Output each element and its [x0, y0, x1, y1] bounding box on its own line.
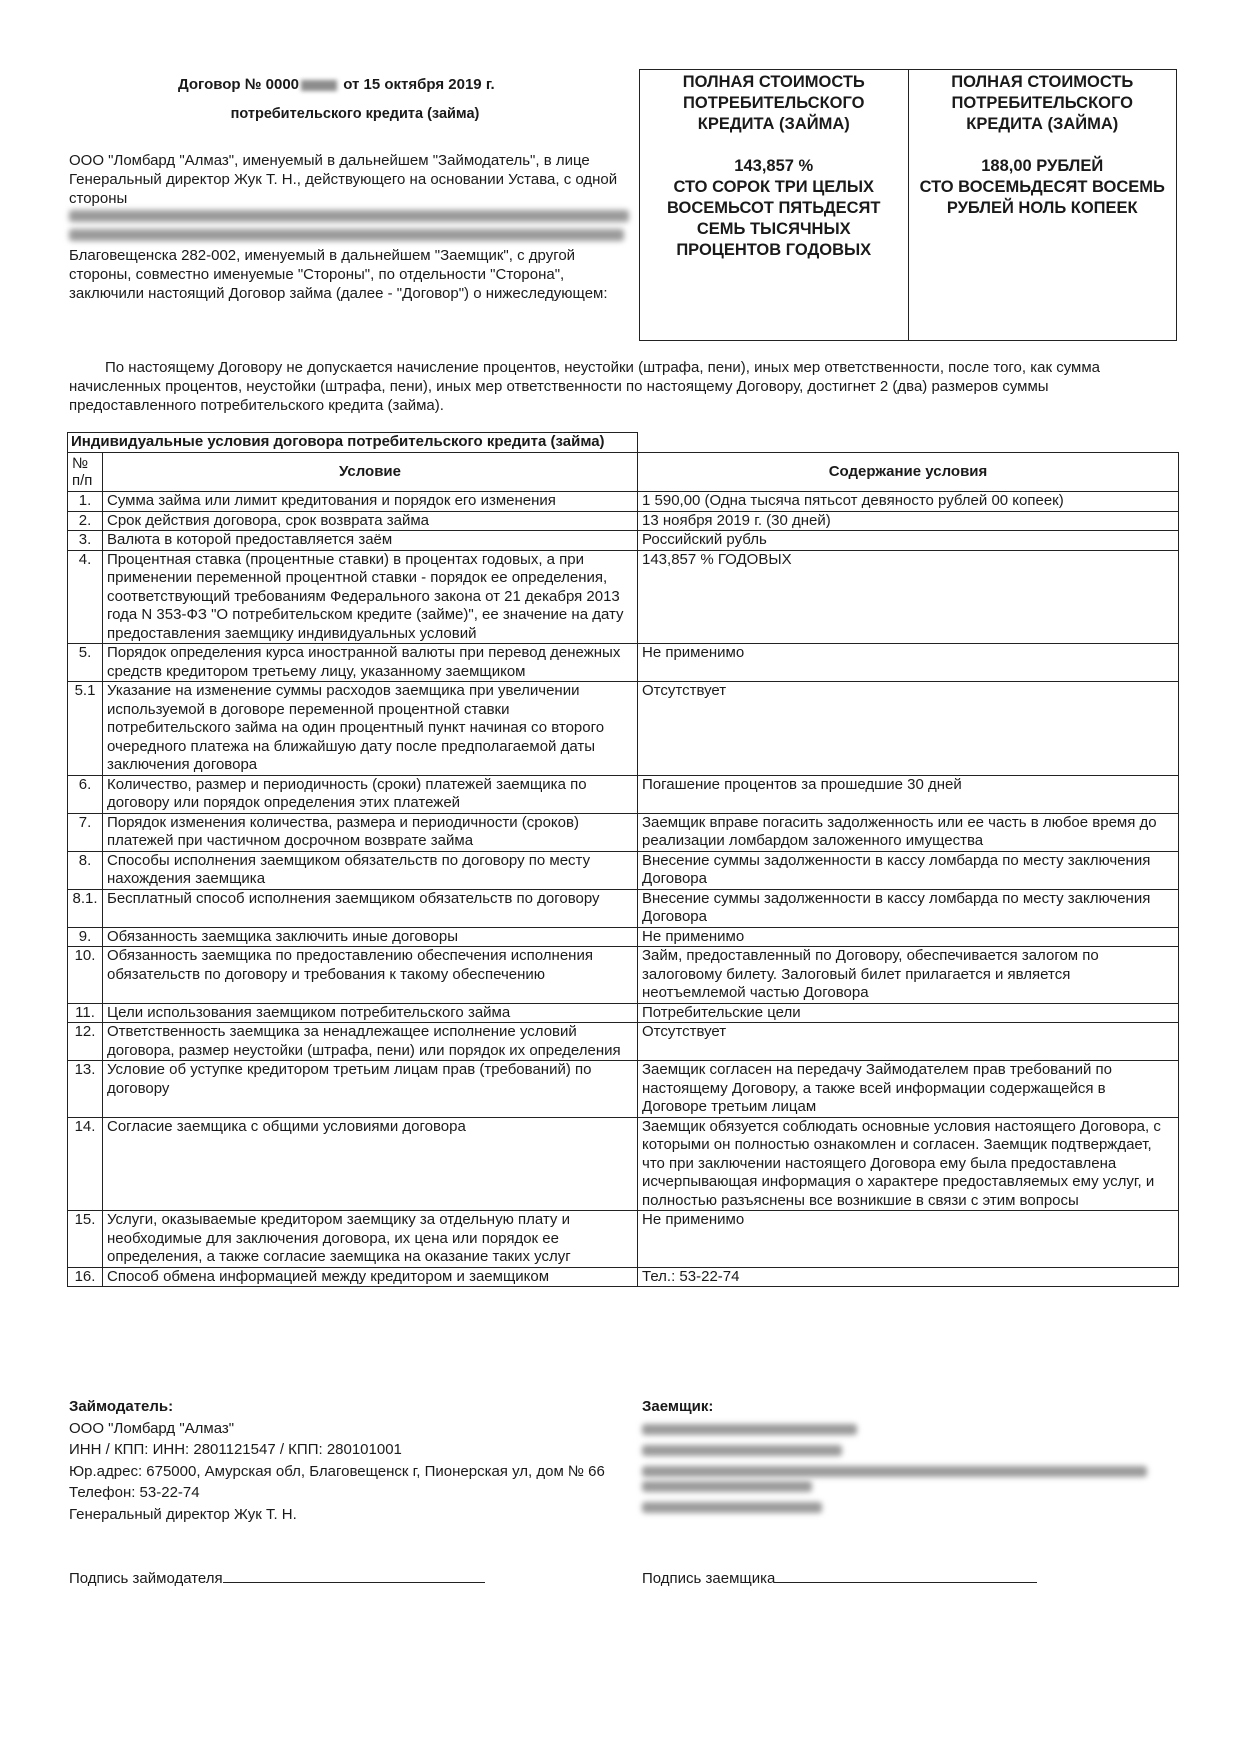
row-number: 12. [68, 1023, 103, 1061]
row-condition: Согласие заемщика с общими условиями договора [103, 1117, 638, 1211]
row-condition: Обязанность заемщика заключить иные договоры [103, 927, 638, 947]
row-condition: Процентная ставка (процентные ставки) в процентах годовых, а при применении переменной процентной ставки - порядок ее определения, соответствующий требованиям Федерального закона от 21 декабря 2013 года N 353-ФЗ "О потребительском кредите (займе)", ее значение на дату предоставления заемщику индивидуальных условий [103, 550, 638, 644]
lender-name: ООО "Ломбард "Алмаз" [69, 1419, 235, 1437]
borrower-signature-line [775, 1568, 1037, 1583]
table-row [68, 1117, 1179, 1211]
lender-signature-line [223, 1568, 485, 1583]
table-row [68, 550, 1179, 644]
table-row [68, 927, 1179, 947]
redacted-borrower-details [69, 210, 639, 241]
cost-heading: ПОЛНАЯ СТОИМОСТЬ ПОТРЕБИТЕЛЬСКОГО КРЕДИТА (ЗАЙМА) [682, 73, 865, 133]
row-content: Потребительские цели [638, 1003, 1179, 1023]
row-condition: Сумма займа или лимит кредитования и порядок его изменения [103, 492, 638, 512]
row-condition: Срок действия договора, срок возврата займа [103, 511, 638, 531]
table-row [68, 889, 1179, 927]
lender-inn: ИНН / КПП: ИНН: 2801121547 / КПП: 280101001 [69, 1441, 402, 1458]
row-number: 4. [68, 550, 103, 644]
redacted-contract-number [301, 80, 337, 91]
row-condition: Порядок изменения количества, размера и периодичности (сроков) платежей при частичном досрочном возврате займа [103, 813, 638, 851]
row-number: 16. [68, 1267, 103, 1287]
row-content: Не применимо [638, 644, 1179, 682]
row-content: Займ, предоставленный по Договору, обеспечивается залогом по залоговому билету. Залоговый билет прилагается и является неотъемлемой частью Договора [638, 947, 1179, 1004]
row-number: 3. [68, 531, 103, 551]
row-number: 13. [68, 1061, 103, 1118]
row-number: 14. [68, 1117, 103, 1211]
lender-signature-label: Подпись займодателя [69, 1570, 223, 1587]
table-row [68, 531, 1179, 551]
column-header-content: Содержание условия [638, 453, 1179, 492]
row-condition: Способ обмена информацией между кредитором и заемщиком [103, 1267, 638, 1287]
row-condition: Валюта в которой предоставляется заём [103, 531, 638, 551]
row-number: 6. [68, 775, 103, 813]
cost-percent-value: 143,857 % [734, 157, 814, 175]
cost-rubles-value: 188,00 РУБЛЕЙ [981, 157, 1104, 175]
row-condition: Обязанность заемщика по предоставлению обеспечения исполнения обязательств по договору и требования к такому обеспечению [103, 947, 638, 1004]
cost-percent-words: СТО СОРОК ТРИ ЦЕЛЫХ ВОСЕМЬСОТ ПЯТЬДЕСЯТ СЕМЬ ТЫСЯЧНЫХ ПРОЦЕНТОВ ГОДОВЫХ [666, 178, 881, 259]
cost-heading: ПОЛНАЯ СТОИМОСТЬ ПОТРЕБИТЕЛЬСКОГО КРЕДИТА (ЗАЙМА) [951, 73, 1134, 133]
row-number: 8. [68, 851, 103, 889]
row-number: 2. [68, 511, 103, 531]
lender-address: Юр.адрес: 675000, Амурская обл, Благовещенск г, Пионерская ул, дом № 66 [69, 1462, 605, 1480]
row-content: Российский рубль [638, 531, 1179, 551]
table-caption: Индивидуальные условия договора потребительского кредита (займа) [68, 433, 638, 453]
row-content: Отсутствует [638, 682, 1179, 776]
lender-signature-field [69, 1568, 569, 1587]
full-cost-rubles-cell [908, 70, 1177, 340]
borrower-signature-field [642, 1568, 1142, 1587]
lender-director: Генеральный директор Жук Т. Н. [69, 1505, 297, 1523]
table-caption-row [68, 433, 1179, 453]
lender-heading: Займодатель: [69, 1398, 174, 1415]
table-row [68, 851, 1179, 889]
row-content: 1 590,00 (Одна тысяча пятьсот девяносто рублей 00 копеек) [638, 492, 1179, 512]
table-row [68, 947, 1179, 1004]
column-header-condition: Условие [103, 453, 638, 492]
row-condition: Цели использования заемщиком потребительского займа [103, 1003, 638, 1023]
row-number: 7. [68, 813, 103, 851]
intro-lender-clause: ООО "Ломбард "Алмаз", именуемый в дальнейшем "Займодатель", в лице Генеральный директор Жук Т. Н., действующего на основании Устава, с одной стороны [69, 152, 618, 207]
row-number: 5.1 [68, 682, 103, 776]
row-condition: Способы исполнения заемщиком обязательств по договору по месту нахождения заемщика [103, 851, 638, 889]
row-number: 8.1. [68, 889, 103, 927]
lender-phone: Телефон: 53-22-74 [69, 1484, 200, 1501]
redacted-borrower-info [642, 1418, 1182, 1513]
row-content: Не применимо [638, 1211, 1179, 1268]
row-condition: Количество, размер и периодичность (сроки) платежей заемщика по договору или порядок определения этих платежей [103, 775, 638, 813]
cost-rubles-words: СТО ВОСЕМЬДЕСЯТ ВОСЕМЬ РУБЛЕЙ НОЛЬ КОПЕЕК [919, 178, 1165, 217]
row-number: 15. [68, 1211, 103, 1268]
full-cost-percent-cell [640, 70, 908, 340]
individual-conditions-table [67, 432, 1179, 1287]
row-content: Не применимо [638, 927, 1179, 947]
row-content: 13 ноября 2019 г. (30 дней) [638, 511, 1179, 531]
row-condition: Указание на изменение суммы расходов заемщика при увеличении используемой в договоре переменной процентной ставки потребительского займа на один процентный пункт начиная со второго очередного платежа на ближайшую дату после предполагаемой даты заключения договора [103, 682, 638, 776]
lender-details [69, 1396, 639, 1525]
row-number: 1. [68, 492, 103, 512]
table-row [68, 682, 1179, 776]
row-content: Отсутствует [638, 1023, 1179, 1061]
intro-borrower-clause: Благовещенска 282-002, именуемый в дальнейшем "Заемщик", с другой стороны, совместно именуемые "Стороны", по отдельности "Сторона", заключили настоящий Договор займа (далее - "Договор") о нижеследующем: [69, 247, 608, 302]
preamble-paragraph: По настоящему Договору не допускается начисление процентов, неустойки (штрафа, пени), иных мер ответственности, после того, как сумма начисленных процентов, неустойки (штрафа, пени), иных мер ответственности по настоящему Договору, достигнет 2 (два) размеров суммы предоставленного потребительского кредита (займа). [69, 359, 1101, 414]
row-number: 5. [68, 644, 103, 682]
row-condition: Бесплатный способ исполнения заемщиком обязательств по договору [103, 889, 638, 927]
borrower-details [642, 1396, 1182, 1513]
row-content: Погашение процентов за прошедшие 30 дней [638, 775, 1179, 813]
table-row [68, 1003, 1179, 1023]
column-header-number: № п/п [68, 453, 103, 492]
row-number: 10. [68, 947, 103, 1004]
borrower-heading: Заемщик: [642, 1398, 714, 1415]
row-number: 11. [68, 1003, 103, 1023]
row-condition: Ответственность заемщика за ненадлежащее исполнение условий договора, размер неустойки (штрафа, пени) или порядок их определения [103, 1023, 638, 1061]
document-subtitle: потребительского кредита (займа) [230, 106, 480, 122]
row-condition: Порядок определения курса иностранной валюты при перевод денежных средств кредитором третьему лицу, указанному заемщиком [103, 644, 638, 682]
caption-empty-cell [638, 433, 1179, 453]
table-row [68, 1211, 1179, 1268]
row-condition: Условие об уступке кредитором третьим лицам прав (требований) по договору [103, 1061, 638, 1118]
table-row [68, 511, 1179, 531]
table-row [68, 1061, 1179, 1118]
row-number: 9. [68, 927, 103, 947]
row-content: 143,857 % ГОДОВЫХ [638, 550, 1179, 644]
table-row [68, 813, 1179, 851]
table-row [68, 1267, 1179, 1287]
row-content: Заемщик вправе погасить задолженность или ее часть в любое время до реализации ломбардом заложенного имущества [638, 813, 1179, 851]
table-header-row [68, 453, 1179, 492]
row-content: Заемщик обязуется соблюдать основные условия настоящего Договора, с которыми он полностью ознакомлен и согласен. Заемщик подтверждает, что при заключении настоящего Договора ему была предоставлена исчерпывающая информация о характере предоставляемых ему услуг, и полностью разъяснены все возникшие в связи с этим вопросы [638, 1117, 1179, 1211]
row-content: Внесение суммы задолженности в кассу ломбарда по месту заключения Договора [638, 889, 1179, 927]
row-content: Тел.: 53-22-74 [638, 1267, 1179, 1287]
table-row [68, 1023, 1179, 1061]
row-content: Внесение суммы задолженности в кассу ломбарда по месту заключения Договора [638, 851, 1179, 889]
borrower-signature-label: Подпись заемщика [642, 1570, 776, 1587]
table-row [68, 775, 1179, 813]
row-content: Заемщик согласен на передачу Займодателем прав требований по настоящему Договору, а также всей информации содержащейся в Договоре третьим лицам [638, 1061, 1179, 1118]
table-row [68, 492, 1179, 512]
row-condition: Услуги, оказываемые кредитором заемщику за отдельную плату и необходимые для заключения договора, их цена или порядок ее определения, а также согласие заемщика на оказание таких услуг [103, 1211, 638, 1268]
document-title: Договор № 0000 от 15 октября 2019 г. [178, 76, 495, 93]
full-cost-box [639, 69, 1177, 341]
table-row [68, 644, 1179, 682]
